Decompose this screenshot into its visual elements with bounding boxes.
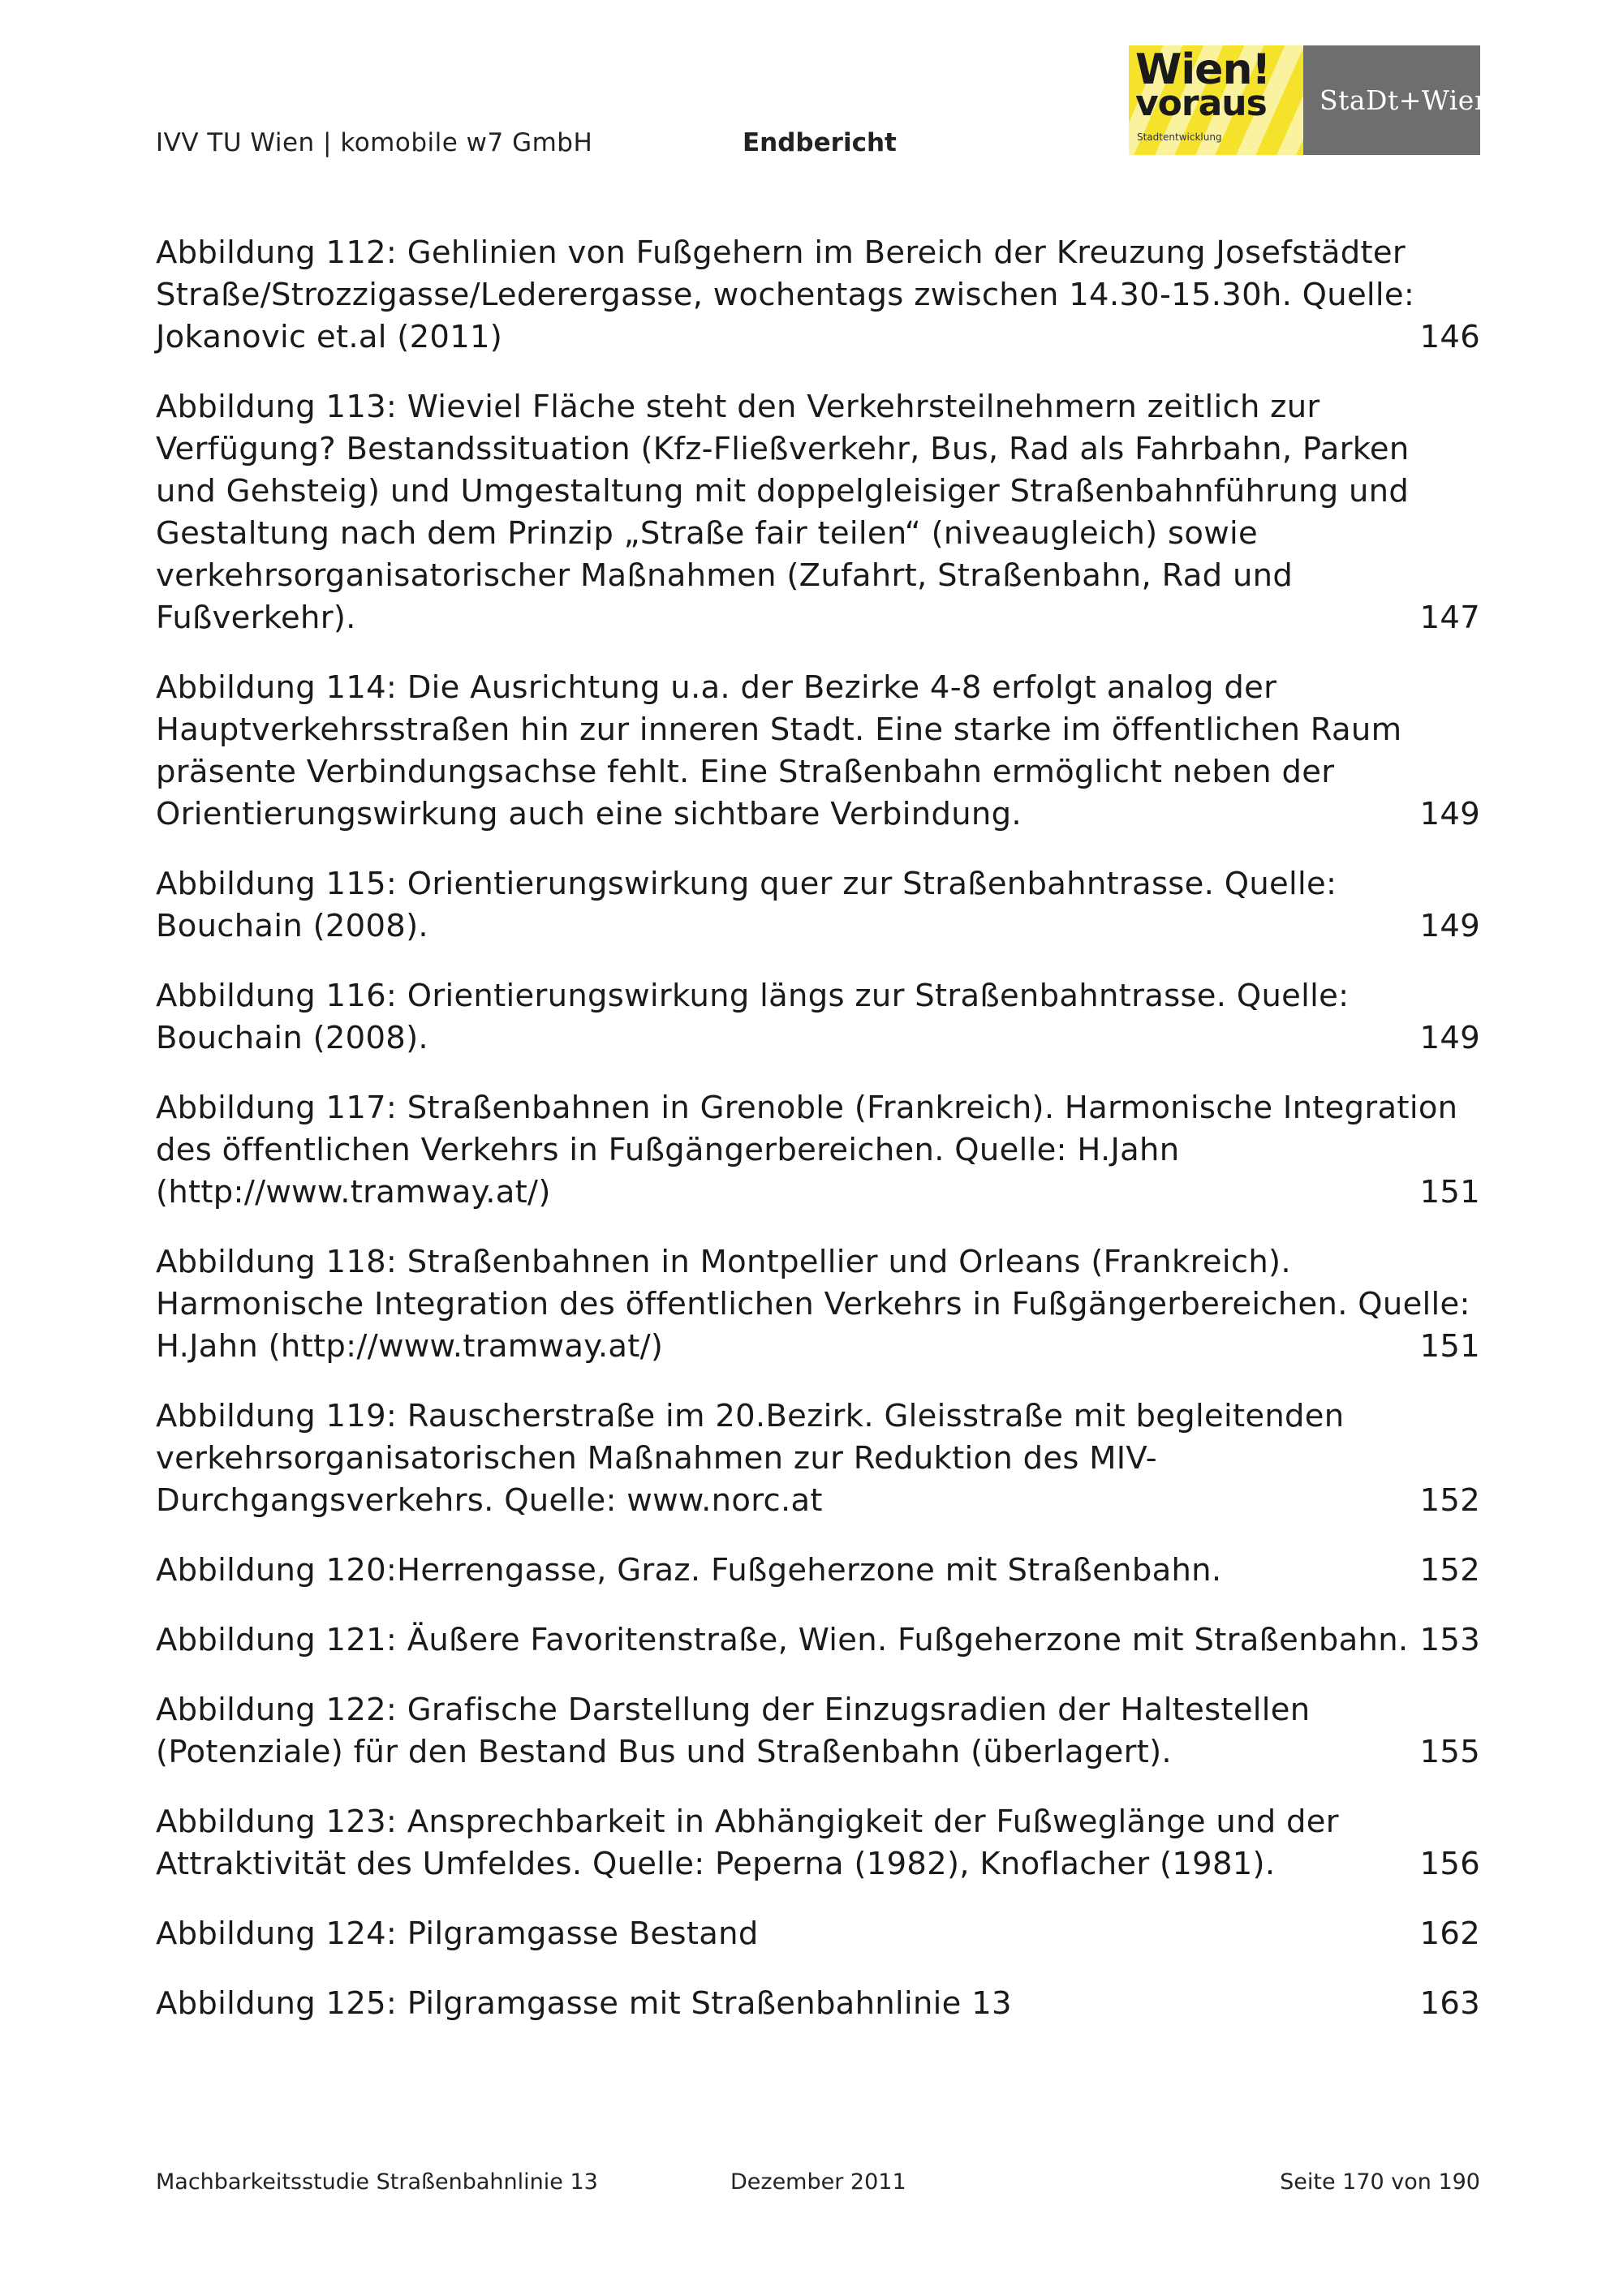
figure-list-entry[interactable] — [156, 975, 1480, 1060]
footer-page-counter: Seite 170 von 190 — [1280, 2169, 1480, 2195]
figure-caption: Abbildung 116: Orientierungswirkung längs zur Straßenbahntrasse. Quelle: Bouchain (2008). — [156, 978, 1350, 1056]
figure-caption: Abbildung 117: Straßenbahnen in Grenoble (Frankreich). Harmonische Integration des öffentlichen Verkehrs in Fußgängerbereichen. Quelle: H.Jahn (http://www.tramway.at/) — [156, 1090, 1458, 1210]
figure-list-entry[interactable] — [156, 1395, 1480, 1522]
logo-voraus-word: voraus — [1135, 83, 1267, 124]
figure-list-entry[interactable] — [156, 1087, 1480, 1214]
figure-page-number: 146 — [1419, 319, 1480, 355]
figure-page-number: 151 — [1419, 1174, 1480, 1210]
figure-page-number: 163 — [1419, 1985, 1480, 2022]
wien-voraus-logo — [1129, 45, 1303, 155]
header-document-type: Endbericht — [743, 128, 897, 157]
footer-date: Dezember 2011 — [730, 2169, 906, 2195]
figure-page-number: 149 — [1419, 1020, 1480, 1056]
figure-page-number: 156 — [1419, 1846, 1480, 1882]
figure-page-number: 152 — [1419, 1552, 1480, 1589]
figure-caption: Abbildung 124: Pilgramgasse Bestand — [156, 1915, 759, 1952]
figure-caption: Abbildung 121: Äußere Favoritenstraße, Wien. Fußgeherzone mit Straßenbahn. — [156, 1622, 1409, 1658]
figure-caption: Abbildung 112: Gehlinien von Fußgehern im Bereich der Kreuzung Josefstädter Straße/Strozzigasse/Lederergasse, wochentags zwischen 14.30-15.30h. Quelle: Jokanovic et.al (2011) — [156, 234, 1415, 355]
figure-list-entry[interactable] — [156, 1241, 1480, 1368]
figure-list-entry[interactable] — [156, 386, 1480, 639]
figure-list — [156, 232, 1480, 2053]
figure-page-number: 151 — [1419, 1328, 1480, 1365]
figure-caption: Abbildung 118: Straßenbahnen in Montpellier und Orleans (Frankreich). Harmonische Integration des öffentlichen Verkehrs in Fußgängerbereichen. Quelle: H.Jahn (http://www.tramway.at/) — [156, 1244, 1470, 1365]
logo-subtitle: Stadtentwicklung — [1137, 131, 1222, 143]
figure-list-entry[interactable] — [156, 232, 1480, 359]
figure-list-entry[interactable] — [156, 1801, 1480, 1885]
figure-page-number: 153 — [1419, 1622, 1480, 1658]
figure-list-entry[interactable] — [156, 1689, 1480, 1774]
stadt-wien-logo — [1303, 45, 1492, 155]
figure-caption: Abbildung 125: Pilgramgasse mit Straßenbahnlinie 13 — [156, 1985, 1012, 2022]
figure-list-entry[interactable] — [156, 863, 1480, 948]
footer-study-title: Machbarkeitsstudie Straßenbahnlinie 13 — [156, 2169, 598, 2195]
figure-list-entry[interactable] — [156, 667, 1480, 836]
figure-page-number: 162 — [1419, 1915, 1480, 1952]
figure-caption: Abbildung 113: Wieviel Fläche steht den Verkehrsteilnehmern zeitlich zur Verfügung? Bestandssituation (Kfz-Fließverkehr, Bus, Rad als Fahrbahn, Parken und Gehsteig) und Umgestaltung mit doppelgleisiger Straßenbahnführung und Gestaltung nach dem Prinzip „Straße fair teilen“ (niveaugleich) sowie verkehrsorganisatorischer Maßnahmen (Zufahrt, Straßenbahn, Rad und Fußverkehr). — [156, 389, 1410, 636]
figure-list-entry[interactable] — [156, 1619, 1480, 1662]
figure-list-entry[interactable] — [156, 1550, 1480, 1592]
logo-wien-word: Wien! — [1135, 45, 1271, 94]
figure-page-number: 147 — [1419, 600, 1480, 636]
figure-caption: Abbildung 120:Herrengasse, Graz. Fußgeherzone mit Straßenbahn. — [156, 1552, 1222, 1589]
figure-list-entry[interactable] — [156, 1913, 1480, 1955]
figure-list-entry[interactable] — [156, 1983, 1480, 2025]
figure-page-number: 149 — [1419, 908, 1480, 944]
stadt-wien-wordmark: StaDt+Wien — [1319, 84, 1492, 116]
figure-caption: Abbildung 119: Rauscherstraße im 20.Bezirk. Gleisstraße mit begleitenden verkehrsorganisatorischen Maßnahmen zur Reduktion des MIV-Durchgangsverkehrs. Quelle: www.norc.at — [156, 1398, 1345, 1519]
figure-page-number: 149 — [1419, 796, 1480, 832]
header-organisations: IVV TU Wien | komobile w7 GmbH — [156, 128, 593, 157]
figure-page-number: 155 — [1419, 1734, 1480, 1770]
figure-caption: Abbildung 114: Die Ausrichtung u.a. der Bezirke 4-8 erfolgt analog der Hauptverkehrsstraßen hin zur inneren Stadt. Eine starke im öffentlichen Raum präsente Verbindungsachse fehlt. Eine Straßenbahn ermöglicht neben der Orientierungswirkung auch eine sichtbare Verbindung. — [156, 669, 1402, 832]
figure-caption: Abbildung 123: Ansprechbarkeit in Abhängigkeit der Fußweglänge und der Attraktivität des Umfeldes. Quelle: Peperna (1982), Knoflacher (1981). — [156, 1804, 1339, 1882]
figure-caption: Abbildung 115: Orientierungswirkung quer zur Straßenbahntrasse. Quelle: Bouchain (2008). — [156, 866, 1337, 944]
figure-page-number: 152 — [1419, 1482, 1480, 1519]
figure-caption: Abbildung 122: Grafische Darstellung der Einzugsradien der Haltestellen (Potenziale) für den Bestand Bus und Straßenbahn (überlagert). — [156, 1692, 1311, 1770]
